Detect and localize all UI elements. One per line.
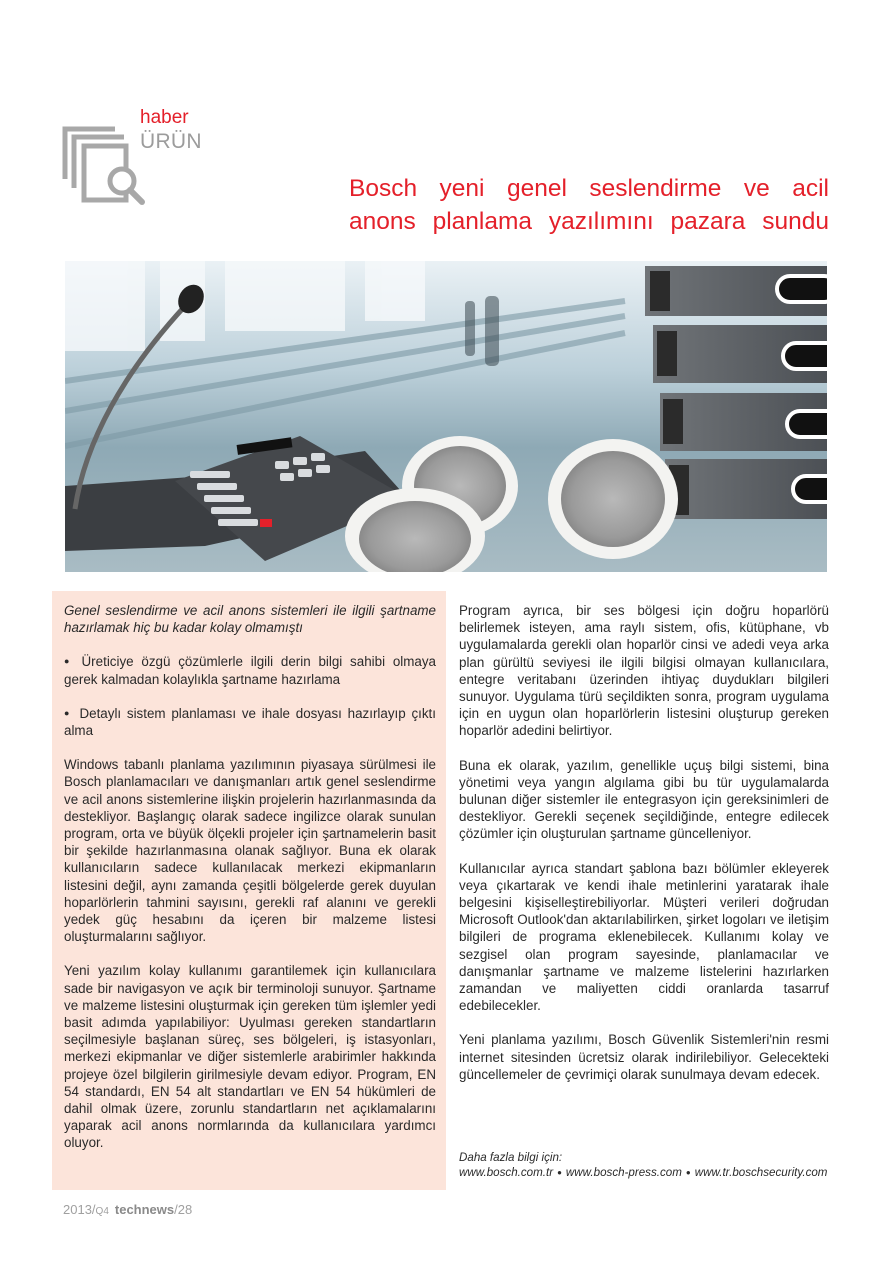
link-bosch-press[interactable]: www.bosch-press.com [565,1166,682,1179]
section-logo [60,102,220,202]
right-column [459,602,829,1100]
link-bosch[interactable]: www.bosch.com.tr [459,1166,554,1179]
sidebar-intro: Genel seslendirme ve acil anons sistemleri ile ilgili şartname hazırlamak hiç bu kadar kolay olmamıştı [64,603,436,636]
more-info-label: Daha fazla bilgi için: [459,1151,563,1164]
left-column [64,602,436,1169]
hero-image [65,261,827,572]
more-info-links [459,1165,839,1180]
sidebar-bullet [64,705,436,739]
body-paragraph: Yeni yazılım kolay kullanımı garantilemek için kullanıcılara sade bir navigasyon ve açık bir terminoloji sunuyor. Şartname ve malzeme listesini oluşturmak için gereken tüm işlemler yedi basit adımda yapılabiliyor: Uyulması gereken standartların seçilmesiyle başlanan süreç, ses bölgeleri, iş istasyonları, merkezi ekipmanlar ve diğer sistemlerle arabirimler hakkında projeye özel bilgilerin girilmesiyle devam ediyor. Program, EN 54 standardı, EN 54 alt standartları ve EN 54 hükümleri de dahil olmak üzere, zorunlu standartların net açıklamalarını yaparak acil anons normlarında da kullanıcılara yardımcı oluyor. [64,963,436,1151]
sidebar-bullet [64,653,436,687]
body-paragraph: Kullanıcılar ayrıca standart şablona bazı bölümler ekleyerek veya çıkartarak ve kendi ihale metinlerini yaratarak ihale belgesini kişiselleştirebiliyorlar. Müşteri verileri doğrudan Microsoft Outlook'dan aktarılabilirken, şirket logoları ve iletişim bilgileri de programa eklenebilecek. Kullanımı kolay ve sezgisel olan program sayesinde, planlamacılar ve danışmanlar şartname ve malzeme listelerini hazırlarken zamandan ve maliyetten ciddi oranlarda tasarruf edebilecekler. [459,860,829,1014]
body-paragraph: Buna ek olarak, yazılım, genellikle uçuş bilgi sistemi, bina yönetimi veya yangın algılama gibi bu tür uygulamalarda bulunan diğer sistemler ile entegrasyon için gereksinimleri de destekliyor. Gerekli seçenek seçildiğinde, entegre edilecek çözümler için oluşturulan şartname güncelleniyor. [459,757,829,842]
footer-issue: 2013/ [63,1202,96,1217]
article-headline [349,172,829,238]
section-category: ÜRÜN [140,130,202,153]
bullet-dot-icon [64,654,82,669]
body-paragraph: Yeni planlama yazılımı, Bosch Güvenlik Sistemleri'nin resmi internet sitesinden ücretsiz olarak indirilebiliyor. Gelecekteki güncellemeler de çevrimiçi olarak sunulmaya devam edecek. [459,1032,829,1082]
more-info [459,1150,839,1180]
headline-line-2: anons planlama yazılımını pazara sundu [349,208,829,235]
footer-publication: technews [114,1202,175,1217]
body-paragraph: Windows tabanlı planlama yazılımının piyasaya sürülmesi ile Bosch planlamacıları ve danışmanları artık genel seslendirme ve acil anons sistemlerine ilişkin projelerin hazırlanmasında da destekliyor. Başlangıç olarak sadece ingilizce olarak sunulan program, orta ve büyük ölçekli projeler için şartnamelerin basit bir şekilde hazırlanmasına olanak sağlıyor. Buna ek olarak kullanıcıların sadece kullanılacak merkezi ekipmanların listesini değil, aynı zamanda çeşitli bölgelerde gerek duyulan hoparlörlerin tahmini sayısını, gerekli raf alanını ve gerekli yedek güç hesabını da içeren bir malzeme listesi oluşturmalarını sağlıyor. [64,757,436,945]
link-boschsecurity[interactable]: www.tr.boschsecurity.com [694,1166,828,1179]
body-paragraph: Program ayrıca, bir ses bölgesi için doğru hoparlörü belirlemek isteyen, ama raylı sistem, ofis, kütüphane, vb uygulamalarda gerekli olan hoparlör cinsi ve adedi veya arka plan gürültü seviyesi ile ilgili bilgisi olmayan kullanıcılara, entegre veritabanı üzerinden ihtiyaç duydukları bilgileri sunuyor. Uygulama türü seçildikten sonra, program uygulama için en uygun olan hoparlörlerin listesini oluşturup gereken hoparlör adedini belirtiyor. [459,603,829,739]
bullet-dot-icon [64,706,79,721]
headline-line-1: Bosch yeni genel seslendirme ve acil [349,175,829,202]
footer-page: /28 [174,1202,193,1217]
page-footer [63,1202,192,1217]
separator-dot-icon: ● [557,1168,562,1177]
section-kicker: haber [140,107,189,128]
bullet-text: Detaylı sistem planlaması ve ihale dosyası hazırlayıp çıktı alma [64,705,436,739]
bullet-text: Üreticiye özgü çözümlerle ilgili derin bilgi sahibi olmaya gerek kalmadan kolaylıkla şartname hazırlama [64,654,436,687]
hero-illustration [65,261,827,572]
documents-search-icon [60,124,150,206]
separator-dot-icon: ● [685,1168,691,1177]
footer-quarter: Q4 [95,1206,109,1217]
